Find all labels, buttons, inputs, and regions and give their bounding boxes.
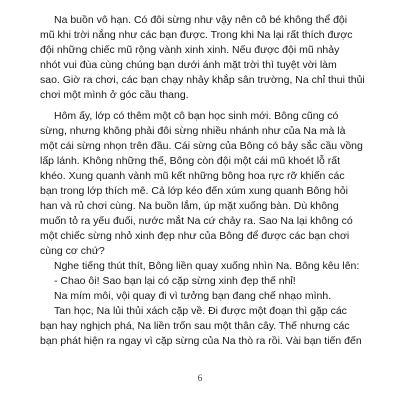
- paragraph-1-cont: [40, 28, 384, 103]
- text-line: lấp lánh. Không những thế, Bông còn đội một cái mũ khoét lỗ rất: [40, 155, 341, 167]
- text-line: muốn tỏ ra yếu đuối, nước mắt Na cứ chảy ra. Sao Na lại không có: [40, 215, 353, 227]
- text-line: chơi một mình ở góc cầu thang.: [40, 89, 189, 101]
- text-line: bạn hay nghịch phá, Na liền trốn sau một thân cây. Thế nhưng các: [40, 320, 350, 332]
- text-line: một chiếc sừng nhỏ xinh đẹp như của Bông để được các bạn chơi: [40, 230, 350, 242]
- text-line: sừng, nhưng không phải đôi sừng nhiều nhánh như của Na mà là: [40, 125, 346, 137]
- text-line: bạn phát hiện ra ngay vì cặp sừng của Na thò ra rồi. Vài bạn tiến đến: [40, 335, 362, 347]
- text-line: bạn trong lớp thích mê. Cả lớp kéo đến xúm xung quanh Bông hỏi: [40, 185, 348, 197]
- text-line: Na buồn vô hạn. Có đôi sừng như vậy nên cô bé không thể đội: [54, 14, 348, 26]
- dialogue-line: [40, 274, 384, 289]
- paragraph-1: [40, 13, 384, 28]
- text-line: sao. Giờ ra chơi, các bạn chạy nhảy khắp sân trường, Na chỉ thui thủi: [40, 74, 365, 86]
- text-line: Hôm ấy, lớp có thêm một cô bạn học sinh mới. Bông cũng có: [54, 110, 339, 122]
- text-line: Na mím môi, vội quay đi vì tưởng bạn đang chế nhạo mình.: [54, 290, 332, 302]
- text-line: Tan học, Na lủi thủi xách cặp về. Đi được một đoạn thì gặp các: [54, 305, 347, 317]
- text-line: khéo. Xung quanh vành mũ kết những bông hoa rực rỡ khiến các: [40, 170, 345, 182]
- page-number: 6: [197, 373, 203, 383]
- text-line: đội những chiếc mũ rộng vành xinh xinh. Nếu được đội mũ nhảy: [40, 44, 340, 56]
- text-line: mũ khi trời nắng như các bạn được. Trong khi Na lại rất thích được: [40, 29, 353, 41]
- paragraph-4: [40, 289, 384, 304]
- paragraph-2: [40, 109, 384, 124]
- text-line: cùng cơ chứ?: [40, 245, 105, 257]
- text-line: Nghe tiếng thút thít, Bông liền quay xuống nhìn Na. Bông kêu lên:: [54, 260, 360, 272]
- text-line: một cái sừng nhọn trên đầu. Cái sừng của Bông có bảy sắc cầu vồng: [40, 140, 363, 152]
- paragraph-5: [40, 304, 384, 319]
- paragraph-5-cont: [40, 319, 384, 349]
- text-line: han và rủ chơi cùng. Na buồn lắm, úp mặt xuống bàn. Dù không: [40, 200, 339, 212]
- paragraph-2-cont: [40, 124, 384, 259]
- paragraph-3: [40, 259, 384, 274]
- text-line: - Chao ôi! Sao bạn lại có cặp sừng xinh đẹp thế nhỉ!: [54, 275, 296, 287]
- text-line: nhót vui đùa cùng chúng bạn dưới ánh mặt trời thì tuyệt vời làm: [40, 59, 337, 71]
